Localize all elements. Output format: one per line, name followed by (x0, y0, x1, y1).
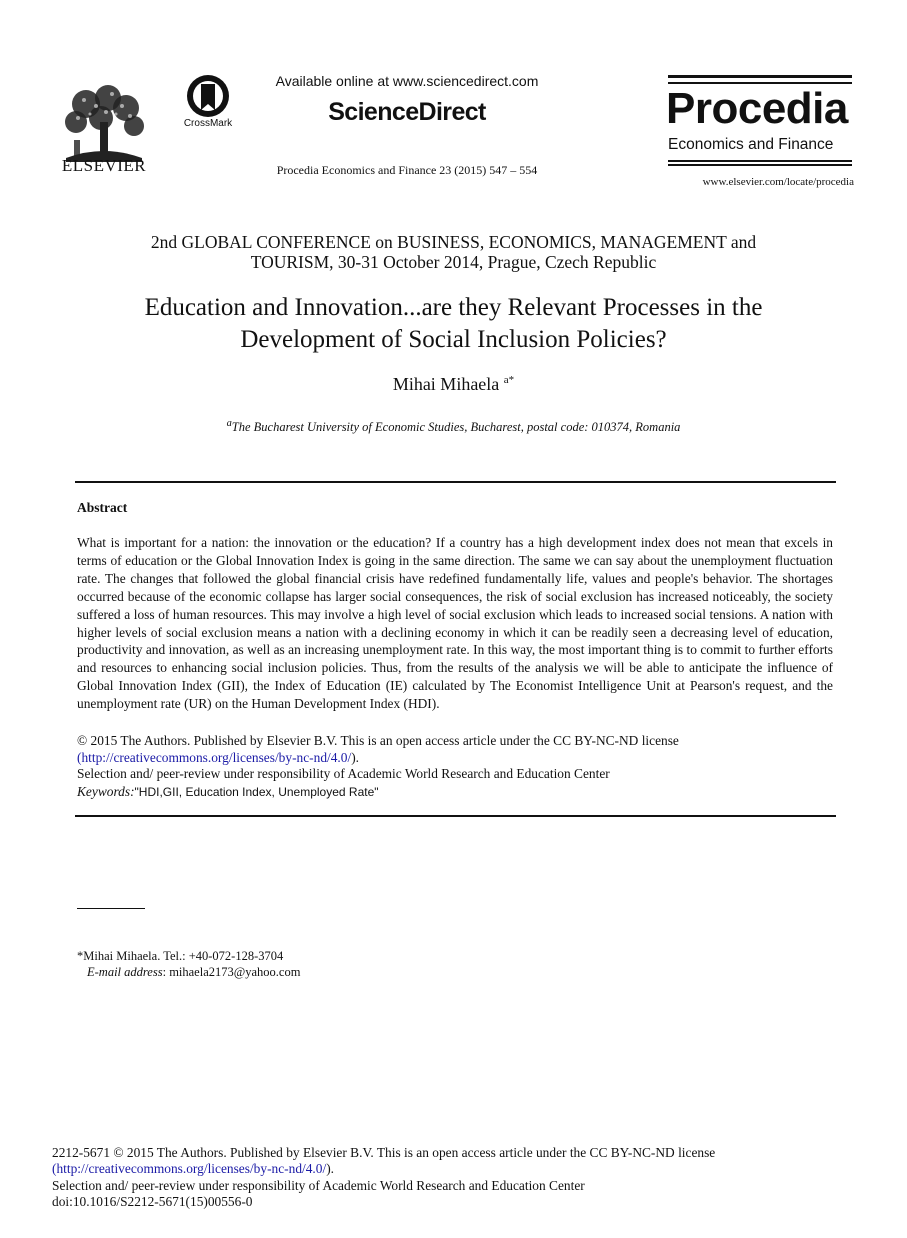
affiliation (60, 418, 847, 435)
copyright-notice (77, 733, 833, 767)
procedia-title: Procedia (666, 84, 848, 133)
abstract-bottom-rule (75, 815, 836, 817)
elsevier-wordmark: ELSEVIER (61, 156, 147, 175)
doi[interactable]: doi:10.1016/S2212-5671(15)00556-0 (52, 1193, 253, 1209)
keywords (77, 784, 833, 800)
email-separator: : (162, 965, 170, 979)
email-label: E-mail address (87, 965, 163, 979)
issn-license-line: 2212-5671 © 2015 The Authors. Published by Elsevier B.V. This is an open access article under the CC BY-NC-ND license (52, 1145, 716, 1160)
corresponding-author-footnote: *Mihai Mihaela. Tel.: +40-072-128-3704 (77, 949, 284, 963)
abstract-top-rule (75, 481, 836, 483)
peer-review-statement: Selection and/ peer-review under responsibility of Academic World Research and Education Center (77, 766, 610, 781)
sciencedirect-wordmark[interactable]: ScienceDirect (328, 98, 486, 126)
abstract-body: What is important for a nation: the innovation or the education? If a country has a high development index does not mean that excels in terms of education or the Global Innovation Index is going in the same direction. The same we can say about the unemployment fluctuation rate. The changes that followed the global financial crisis have redefined fundamentally life, values and people's behavior. The shortages occurred because of the economic collapse has larger social consequences, the risk of social exclusion has increased noticeably, the society suffered a loss of human resources. This may involve a high level of social exclusion which leads to increased social tensions. A nation with higher levels of social exclusion means a nation with a declining economy in which it can be readily seen a decreasing level of education, productivity and innovation, as well as an increasing unemployment rate. In this way, the most important thing is to commit to further efforts and resources to enhancing social inclusion policies. Thus, from the results of the analysis we will be able to anticipate the influence of Global Innovation Index (GII), the Index of Education (IE) calculated by The Economist Intelligence Unit at Pearson's request, and the unemployment rate (UR) on the Human Development Index (HDI). (77, 535, 833, 712)
procedia-bottom-rule (668, 160, 852, 162)
footnote-rule (77, 908, 145, 909)
email-address[interactable]: mihaela2173@yahoo.com (169, 965, 301, 979)
bottom-peer-review: Selection and/ peer-review under responsibility of Academic World Research and Education Center (52, 1177, 585, 1193)
bottom-license-link[interactable]: (http://creativecommons.org/licenses/by-nc-nd/4.0/ (52, 1161, 327, 1177)
conference-name (60, 232, 847, 272)
affiliation-mark: a (226, 418, 232, 429)
copyright-text: © 2015 The Authors. Published by Elsevier B.V. This is an open access article under the CC BY-NC-ND license (77, 733, 679, 748)
title-line-1: Education and Innovation...are they Relevant Processes in the (144, 294, 763, 321)
author-line (60, 374, 847, 395)
license-link[interactable]: (http://creativecommons.org/licenses/by-nc-nd/4.0/ (77, 749, 352, 765)
procedia-top-rule (668, 75, 852, 78)
email-footnote (87, 965, 300, 980)
journal-reference: Procedia Economics and Finance 23 (2015) 547 – 554 (276, 163, 538, 177)
crossmark-label: CrossMark (183, 118, 233, 129)
author-marks: a* (503, 374, 515, 386)
page-bottom-info (52, 1145, 852, 1210)
keywords-value: "HDI,GII, Education Index, Unemployed Rate" (134, 785, 379, 799)
copyright-link-suffix: ). (351, 749, 360, 765)
license-link-line (52, 1161, 852, 1177)
affiliation-text: The Bucharest University of Economic Studies, Bucharest, postal code: 010374, Romania (231, 420, 681, 435)
keywords-label: Keywords: (77, 784, 135, 799)
conference-line-1: 2nd GLOBAL CONFERENCE on BUSINESS, ECONOMICS, MANAGEMENT and (150, 232, 757, 252)
abstract-heading: Abstract (77, 500, 128, 515)
title-line-2: Development of Social Inclusion Policies? (240, 326, 667, 353)
bottom-link-suffix: ). (326, 1161, 335, 1177)
paper-title (60, 292, 847, 356)
available-online-text: Available online at www.sciencedirect.com (275, 73, 539, 89)
procedia-bottom-rule-thin (668, 164, 852, 166)
author-name: Mihai Mihaela (392, 374, 500, 394)
procedia-subtitle: Economics and Finance (668, 136, 834, 153)
procedia-url[interactable]: www.elsevier.com/locate/procedia (702, 176, 854, 188)
conference-line-2: TOURISM, 30-31 October 2014, Prague, Czech Republic (250, 252, 657, 272)
